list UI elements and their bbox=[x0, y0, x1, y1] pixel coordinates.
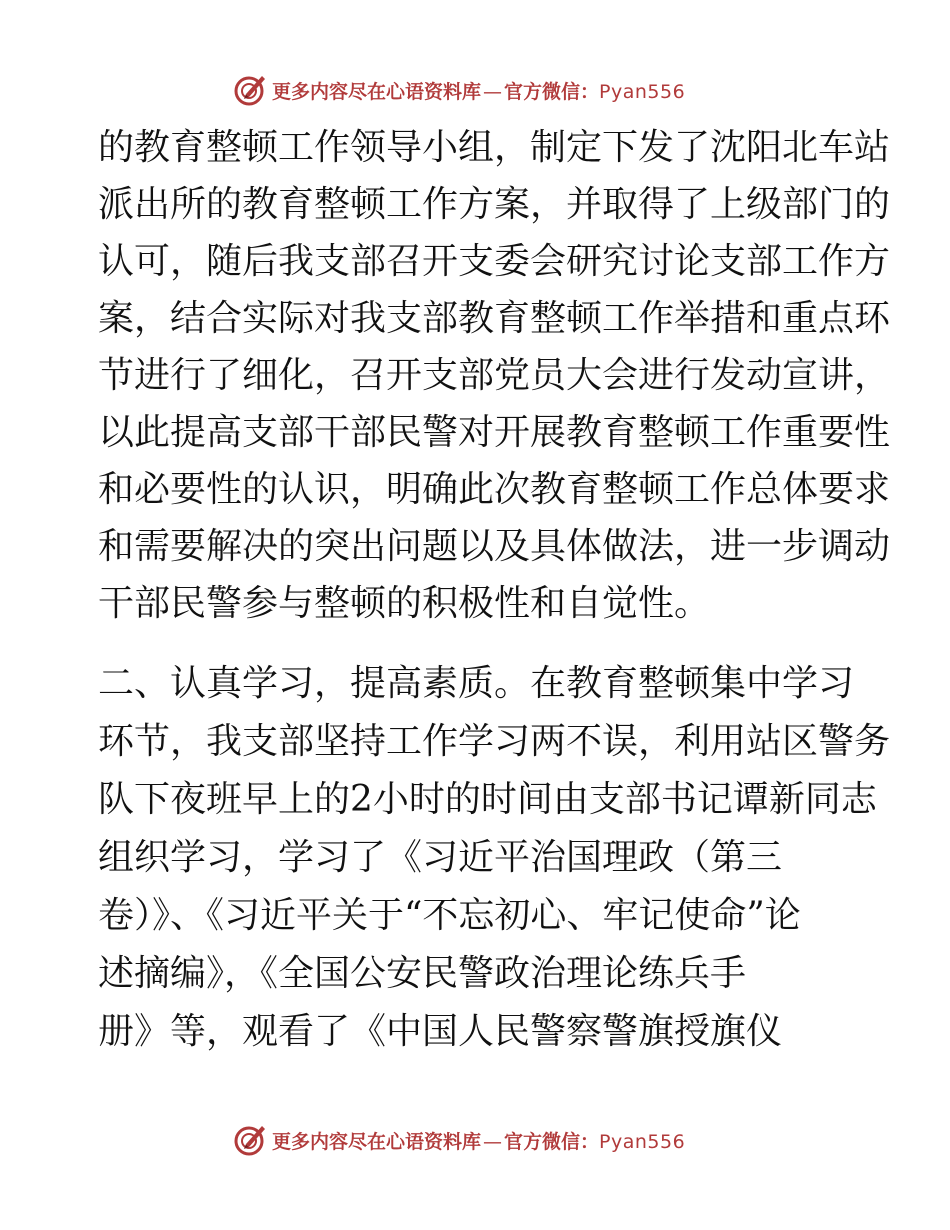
paragraph-line: 派出所的教育整顿工作方案，并取得了上级部门的 bbox=[98, 184, 891, 225]
banner-title: 更多内容尽在心语资料库 bbox=[272, 80, 482, 103]
writing-pen-logo-icon bbox=[232, 1122, 268, 1158]
paragraph-line: 认可，随后我支部召开支委会研究讨论支部工作方 bbox=[98, 241, 891, 282]
banner-contact-id: Pyan556 bbox=[599, 1130, 686, 1153]
paragraph-line: 队下夜班早上的2小时的时间由支部书记谭新同志 bbox=[98, 779, 877, 820]
paragraph-line: 组织学习，学习了《习近平治国理政（第三 bbox=[98, 837, 783, 878]
paragraph-line: 和必要性的认识，明确此次教育整顿工作总体要求 bbox=[98, 469, 891, 510]
paragraph-line: 干部民警参与整顿的积极性和自觉性。 bbox=[98, 583, 711, 624]
footer-banner bbox=[0, 1120, 950, 1160]
banner-separator: — bbox=[483, 80, 503, 103]
paragraph-line: 述摘编》，《全国公安民警政治理论练兵手 bbox=[98, 953, 747, 994]
banner-separator: — bbox=[483, 1130, 503, 1153]
paragraph-line: 以此提高支部干部民警对开展教育整顿工作重要性 bbox=[98, 412, 891, 453]
banner-text bbox=[272, 77, 685, 104]
section-heading-line: 二、认真学习，提高素质。在教育整顿集中学习 bbox=[98, 663, 855, 704]
header-banner bbox=[0, 70, 950, 110]
paragraph-line: 卷）》、《习近平关于“不忘初心、牢记使命”论 bbox=[98, 895, 801, 936]
banner-contact-label: 官方微信： bbox=[504, 80, 600, 103]
paragraph-line: 和需要解决的突出问题以及具体做法，进一步调动 bbox=[98, 526, 891, 567]
banner-title: 更多内容尽在心语资料库 bbox=[272, 1130, 482, 1153]
paragraph-line: 环节，我支部坚持工作学习两不误，利用站区警务 bbox=[98, 721, 891, 762]
banner-text bbox=[272, 1127, 685, 1154]
paragraph-line: 节进行了细化，召开支部党员大会进行发动宣讲， bbox=[98, 355, 891, 396]
banner-contact-id: Pyan556 bbox=[599, 80, 686, 103]
banner-contact-label: 官方微信： bbox=[504, 1130, 600, 1153]
paragraph-line: 册》等，观看了《中国人民警察警旗授旗仪 bbox=[98, 1011, 783, 1052]
paragraph-line: 的教育整顿工作领导小组，制定下发了沈阳北车站 bbox=[98, 127, 891, 168]
paragraph-line: 案，结合实际对我支部教育整顿工作举措和重点环 bbox=[98, 298, 891, 339]
writing-pen-logo-icon bbox=[232, 72, 268, 108]
